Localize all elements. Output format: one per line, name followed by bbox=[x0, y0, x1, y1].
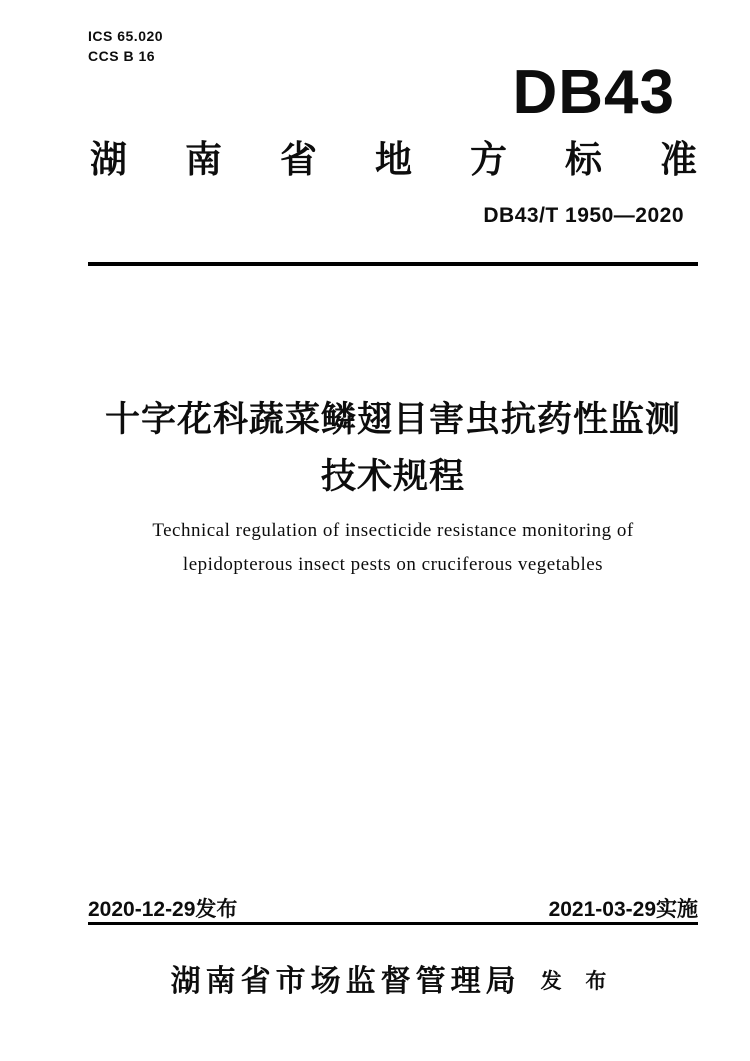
dates-row bbox=[88, 893, 698, 923]
standard-type-char: 方 bbox=[470, 139, 507, 180]
standard-type-char: 湖 bbox=[90, 139, 127, 180]
standard-type-char: 标 bbox=[565, 139, 602, 180]
standard-type-char: 地 bbox=[375, 139, 412, 180]
footer-divider bbox=[88, 922, 698, 925]
publish-label: 发 布 bbox=[540, 970, 616, 993]
db43-logo: DB43 bbox=[512, 58, 675, 127]
ccs-code: CCS B 16 bbox=[88, 48, 156, 64]
standard-type-char: 南 bbox=[185, 139, 222, 180]
issue-date: 2020-12-29发布 bbox=[88, 898, 238, 921]
document-number: DB43/T 1950—2020 bbox=[483, 204, 684, 227]
ics-code: ICS 65.020 bbox=[88, 28, 164, 44]
implementation-date: 2021-03-29实施 bbox=[548, 898, 698, 921]
classification-codes bbox=[88, 26, 163, 66]
english-subtitle bbox=[88, 514, 698, 582]
standard-type-char: 准 bbox=[660, 139, 697, 180]
document-title bbox=[88, 391, 698, 505]
english-subtitle-line1: Technical regulation of insecticide resistance monitoring of bbox=[152, 520, 634, 541]
standard-type-heading bbox=[90, 140, 697, 181]
standard-type-char: 省 bbox=[280, 139, 317, 180]
publisher-row bbox=[88, 956, 698, 1000]
english-subtitle-line2: lepidopterous insect pests on cruciferous vegetables bbox=[182, 554, 604, 575]
document-title-line2: 技术规程 bbox=[320, 457, 465, 496]
header-divider bbox=[88, 262, 698, 266]
publisher-name: 湖南省市场监督管理局 bbox=[170, 965, 521, 998]
document-title-line1: 十字花科蔬菜鳞翅目害虫抗药性监测 bbox=[104, 400, 681, 439]
